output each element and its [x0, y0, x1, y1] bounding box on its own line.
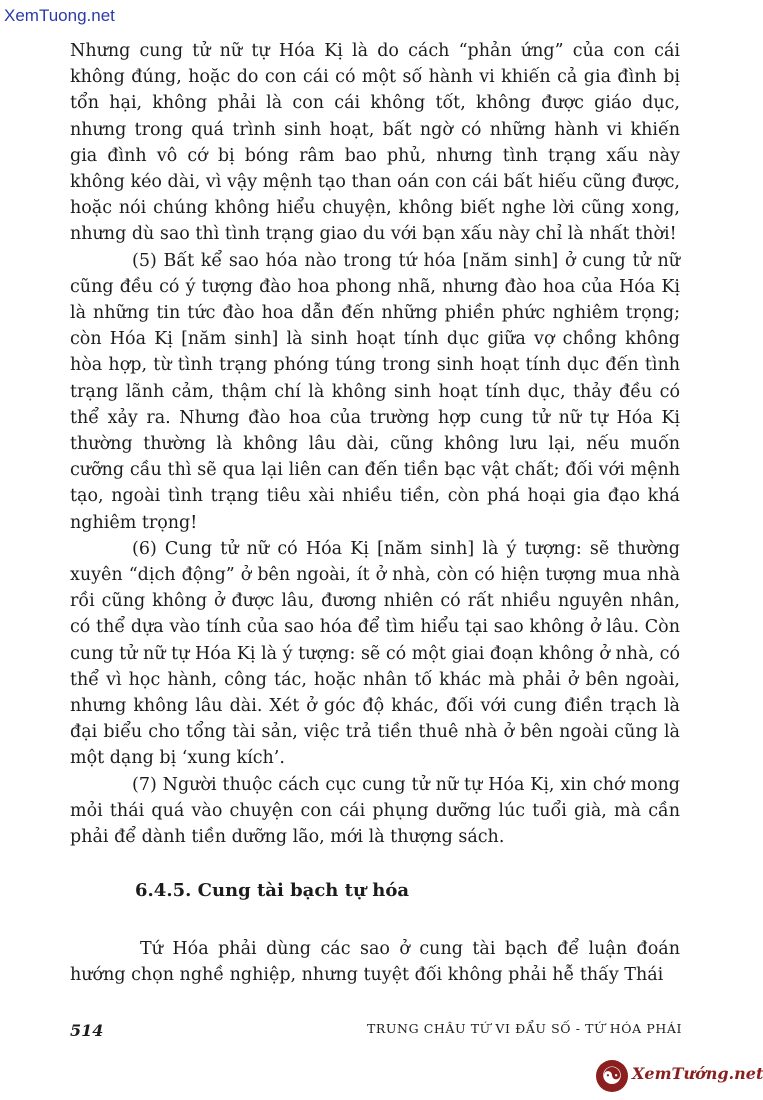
- page-body: [70, 38, 680, 850]
- section-heading: 6.4.5. Cung tài bạch tự hóa: [135, 880, 410, 901]
- page-number: 514: [70, 1021, 104, 1040]
- yin-yang-icon: ☯: [596, 1060, 628, 1092]
- section-paragraph: Tứ Hóa phải dùng các sao ở cung tài bạch để luận đoán hướng chọn nghề nghiệp, nhưng tuyệt đối không phải hễ thấy Thái: [70, 939, 680, 986]
- paragraph-7: (7) Người thuộc cách cục cung tử nữ tự Hóa Kị, xin chớ mong mỏi thái quá vào chuyện con cái phụng dưỡng lúc tuổi già, mà cần phải để dành tiền dưỡng lão, mới là thượng sách.: [70, 774, 680, 848]
- site-logo[interactable]: [596, 1058, 763, 1094]
- logo-text: XemTướng.net: [632, 1064, 763, 1083]
- paragraph-continuation: Nhưng cung tử nữ tự Hóa Kị là do cách “phản ứng” của con cái không đúng, hoặc do con cái có một số hành vi khiến cả gia đình bị tổn hại, không phải là con cái không tốt, không được giáo dục, nhưng trong quá trình sinh hoạt, bất ngờ có những hành vi khiến gia đình vô cớ bị bóng râm bao phủ, nhưng tình trạng xấu này không kéo dài, vì vậy mệnh tạo than oán con cái bất hiếu cũng được, hoặc nói chúng không hiểu chuyện, không biết nghe lời cũng xong, nhưng dù sao thì tình trạng giao du với bạn xấu này chỉ là nhất thời!: [70, 41, 680, 245]
- running-footer-title: TRUNG CHÂU TỨ VI ĐẨU SỐ - TỨ HÓA PHÁI: [366, 1021, 682, 1036]
- watermark-link[interactable]: XemTuong.net: [4, 6, 115, 25]
- paragraph-6: (6) Cung tử nữ có Hóa Kị [năm sinh] là ý tượng: sẽ thường xuyên “dịch động” ở bên ngoài, ít ở nhà, còn có hiện tượng mua nhà rồi cũng không ở được lâu, đương nhiên có rất nhiều nguyên nhân, có thể dựa vào tính của sao hóa để tìm hiểu tại sao không ở lâu. Còn cung tử nữ tự Hóa Kị là ý tượng: sẽ có một giai đoạn không ở nhà, có thể vì học hành, công tác, hoặc nhân tố khác mà phải ở bên ngoài, nhưng không lâu dài. Xét ở góc độ khác, đối với cung điền trạch là đại biểu cho tổng tài sản, việc trả tiền thuê nhà ở bên ngoài cũng là một dạng bị ‘xung kích’.: [70, 538, 680, 769]
- paragraph-5: (5) Bất kể sao hóa nào trong tứ hóa [năm sinh] ở cung tử nữ cũng đều có ý tượng đào hoa phong nhã, nhưng đào hoa của Hóa Kị là những tin tức đào hoa dẫn đến những phiền phức nghiêm trọng; còn Hóa Kị [năm sinh] là sinh hoạt tính dục giữa vợ chồng không hòa hợp, từ tình trạng phóng túng trong sinh hoạt tính dục đến tình trạng lãnh cảm, thậm chí là không sinh hoạt tính dục, thảy đều có thể xảy ra. Nhưng đào hoa của trường hợp cung tử nữ tự Hóa Kị thường thường là không lâu dài, cũng không lưu lại, nếu muốn cưỡng cầu thì sẽ qua lại liên can đến tiền bạc vật chất; đối với mệnh tạo, ngoài tình trạng tiêu xài nhiều tiền, còn phá hoại gia đạo khá nghiêm trọng!: [70, 250, 680, 533]
